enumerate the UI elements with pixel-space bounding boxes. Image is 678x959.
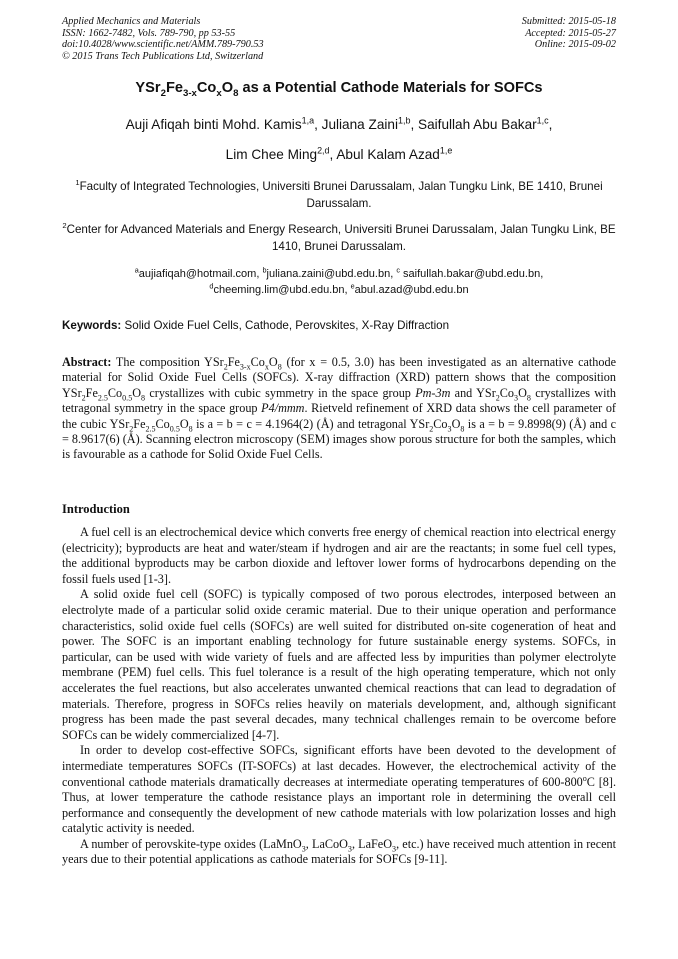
dates-header [522, 16, 616, 51]
accepted-date: Accepted: 2015-05-27 [525, 27, 616, 39]
author: Saifullah Abu Bakar [418, 117, 537, 132]
journal-header [62, 16, 264, 62]
email-link[interactable]: cheeming.lim@ubd.edu.bn [213, 284, 345, 296]
author: Lim Chee Ming [225, 147, 318, 162]
author: Abul Kalam Azad [336, 147, 440, 162]
section-heading-introduction: Introduction [62, 502, 130, 516]
paragraph: In order to develop cost-effective SOFCs, significant efforts have been devoted to the development of intermediate temperatures SOFCs (IT-SOFCs) at last decades. However, the electrochemical activity of the conventional cathode materials dramatically decreases at intermediate operating temperatures of 600-800$^o$C [8]. Thus, at lower temperature the cathode resistance plays an important role in determining the overall cell performance and consequently the development of new cathode materials with low polarization losses and high catalytic activity is needed. [62, 743, 617, 836]
copyright-line: © 2015 Trans Tech Publications Ltd, Switzerland [62, 50, 264, 62]
affiliation-1: $^1$Faculty of Integrated Technologies, Universiti Brunei Darussalam, Jalan Tungku Link, BE 1410, Brunei Darussalam. [75, 178, 603, 210]
paragraph: A fuel cell is an electrochemical device which converts free energy of chemical reaction into electrical energy (electricity); byproducts are heat and water/steam if hydrogen and air are the reactants; in some fuel cell types, the additional byproducts may be carbon dioxide and leftover lower forms of hydrocarbons depending on the fossil fuels used [1-3]. [62, 525, 616, 586]
journal-name: Applied Mechanics and Materials [62, 16, 201, 27]
keywords: Keywords: Solid Oxide Fuel Cells, Cathode, Perovskites, X-Ray Diffraction [62, 319, 450, 332]
doi-line: doi:10.4028/www.scientific.net/AMM.789-790.53 [62, 39, 264, 51]
online-date: Online: 2015-09-02 [534, 39, 616, 51]
email-link[interactable]: abul.azad@ubd.edu.bn [354, 284, 469, 296]
paragraph: A number of perovskite-type oxides (LaMnO$_3$, LaCoO$_3$, LaFeO$_3$, etc.) have received much attention in recent years due to their potential applications as cathode materials for SOFCs [9-11]. [62, 836, 616, 867]
email-link[interactable]: saifullah.bakar@ubd.edu.bn [403, 268, 541, 280]
submitted-date: Submitted: 2015-05-18 [521, 16, 616, 27]
paper-title: $YSr_2Fe_{3-x}Co_xO_8$ as a Potential Cathode Materials for SOFCs [135, 80, 543, 99]
paragraph: A solid oxide fuel cell (SOFC) is typically composed of two porous electrodes, interposed between an electrolyte made of a particular solid oxide ceramic material. Due to their unique operation and performance characteristics, solid oxide fuel cells (SOFCs) are well suited for distributed on-site cogeneration of heat and power. The SOFC is an important enabling technology for future sustainable energy systems. SOFCs, in particular, can be used with wide variety of fuels and are affected less by impurities than polymer electrolyte membrane (PEM) fuel cells. This fuel tolerance is a result of the high operating temperature, which not only accelerates the fuel reactions, but also accelerates unwanted chemical reactions that can lead to degradation of materials. Therefore, progress in SOFCs relies heavily on materials development, and, although significant progress has been made the past several decades, many technical challenges remain to be overcome before SOFCs can be widely commercialized [4-7]. [62, 587, 616, 742]
email-link[interactable]: aujiafiqah@hotmail.com [138, 268, 257, 280]
affiliation-2: $^2$Center for Advanced Materials and Energy Research, Universiti Brunei Darussalam, Jalan Tungku Link, BE 1410, Brunei Darussalam. [62, 221, 616, 253]
abstract: Abstract: The composition $YSr_2Fe_{3-x}Co_xO_8$ (for x = 0.5, 3.0) has been investigated as an alternative cathode material for Solid Oxide Fuel Cells (SOFCs). X-ray diffraction (XRD) pattern shows that the composition $YSr_2Fe_{2.5}Co_{0.5}O_8$ crystallizes with cubic symmetry in the space group Pm-3m and $YSr_2Co_3O_8$ crystallizes with tetragonal symmetry in the space group P4/mmm. Rietveld refinement of XRD data shows the cell parameter of the cubic $YSr_2Fe_{2.5}Co_{0.5}O_8$ is a = b = c = 4.1964(2) (Å) and tetragonal $YSr_2Co_3O_8$ is a = b = 9.8998(9) (Å) and c = 8.9617(6) (Å). Scanning electron microscopy (SEM) images show porous structure for both the samples, which is favourable as a cathode for Solid Oxide Fuel Cells. [62, 355, 617, 462]
introduction-body [62, 525, 616, 868]
author-line-2: Lim Chee Ming$^{2,d}$, Abul Kalam Azad$^{1,e}$ [225, 145, 453, 162]
author-emails: $^a$aujiafiqah@hotmail.com, $^b$juliana.zaini@ubd.edu.bn, $^c$ saifullah.bakar@ubd.edu.bn, $^d$cheeming.lim@ubd.edu.bn, $^e$abul.azad@ubd.edu.bn [134, 265, 544, 296]
author-line-1: Auji Afiqah binti Mohd. Kamis$^{1,a}$, Juliana Zaini$^{1,b}$, Saifullah Abu Bakar$^{1,c}$, [125, 115, 553, 132]
email-link[interactable]: juliana.zaini@ubd.edu.bn [266, 268, 391, 280]
author: Auji Afiqah binti Mohd. Kamis [125, 117, 302, 132]
issn-line: ISSN: 1662-7482, Vols. 789-790, pp 53-55 [62, 27, 236, 39]
author: Juliana Zaini [321, 117, 398, 132]
